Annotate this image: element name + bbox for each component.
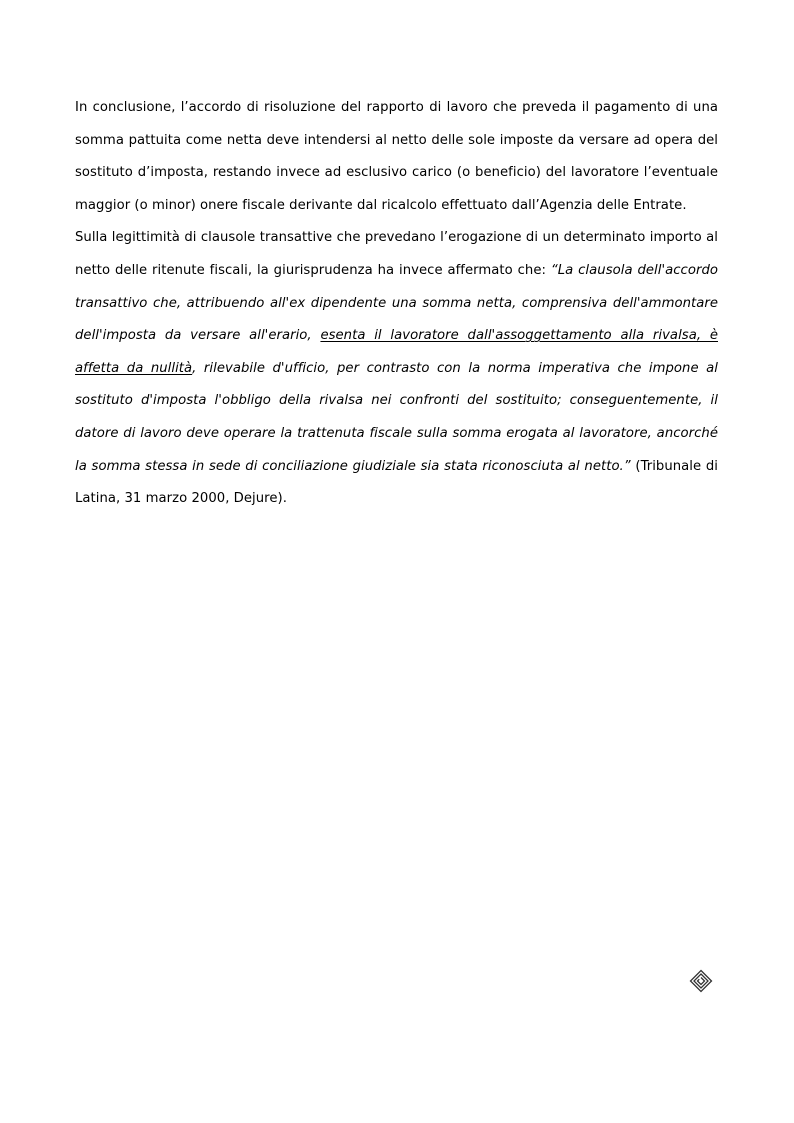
paragraph-conclusion: In conclusione, l’accordo di risoluzione del rapporto di lavoro che preveda il pagamento di una somma pattuita come netta deve intendersi al netto delle sole imposte da versare ad opera del sostituto d’imposta, restando invece ad esclusivo carico (o beneficio) del lavoratore l’eventuale maggior (o minor) onere fiscale derivante dal ricalcolo effettuato dall’Agenzia delle Entrate. xyxy=(75,100,718,213)
quote-underlined: esenta il lavoratore dall'assoggettamento alla rivalsa, è affetta da nullità xyxy=(75,328,718,376)
diamond-logo-icon xyxy=(689,969,713,993)
paragraph-intro: Sulla legittimità di clausole transattive che prevedano l’erogazione di un determinato importo al netto delle ritenute fiscali, la giurisprudenza ha invece affermato che: xyxy=(75,230,718,278)
document-body xyxy=(75,92,718,516)
quote-end: , rilevabile d'ufficio, per contrasto con la norma imperativa che impone al sostituto d'imposta l'obbligo della rivalsa nei confronti del sostituito; conseguentemente, il datore di lavoro deve operare la trattenuta fiscale sulla somma erogata al lavoratore, ancorché la somma stessa in sede di conciliazione giudiziale sia stata riconosciuta al netto.” xyxy=(75,360,718,474)
quote-start: “La clausola dell'accordo transattivo che, attribuendo all'ex dipendente una somma netta, comprensiva dell'ammontare dell'imposta da versare all'erario, xyxy=(75,262,718,344)
citation: (Tribunale di Latina, 31 marzo 2000, Dejure). xyxy=(75,458,718,507)
paragraph-jurisprudence xyxy=(75,222,718,515)
